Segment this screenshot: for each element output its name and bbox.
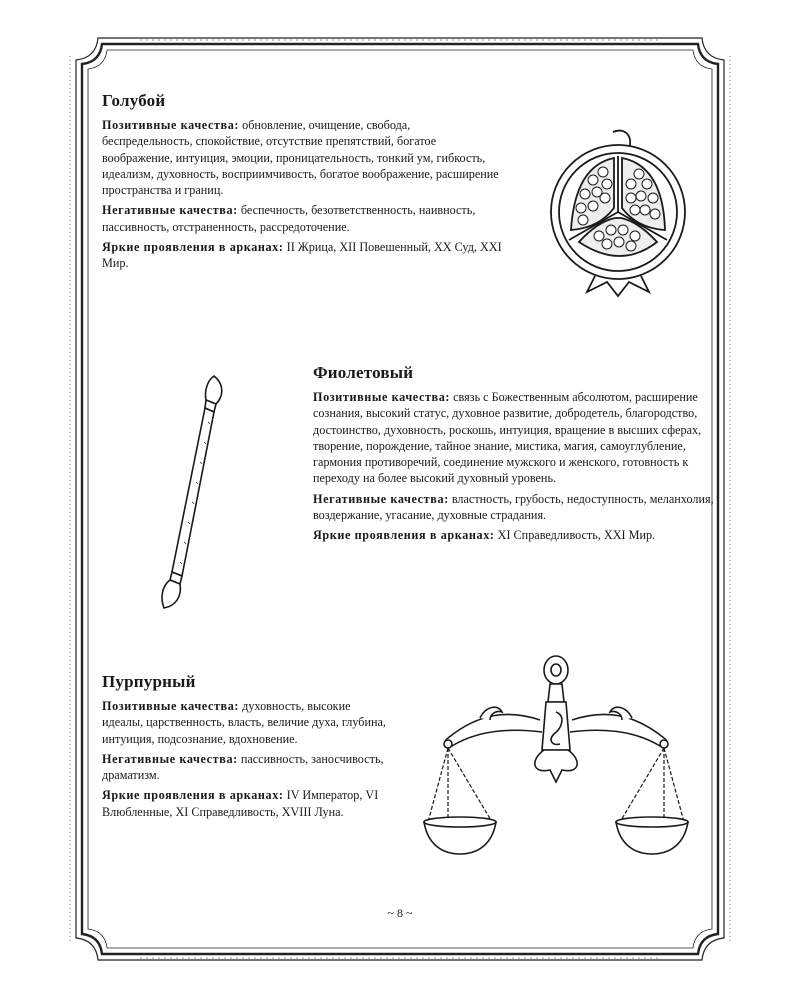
purple-arcana-text: IV Император, VI Влюбленные, XI Справедливость, XVIII Луна. xyxy=(102,788,379,819)
heading-blue: Голубой xyxy=(102,91,166,110)
scales-illustration xyxy=(420,650,692,872)
blue-arcana-label: Яркие проявления в арканах: xyxy=(102,240,284,255)
purple-negative-text: пассивность, заносчивость, драматизм. xyxy=(102,751,384,783)
violet-arcana xyxy=(313,527,716,543)
violet-positive xyxy=(313,389,716,487)
purple-arcana xyxy=(102,787,387,820)
purple-positive-text: духовность, высокие идеалы, царственность, власть, величие духа, глубина, интуиция, подсознание, вдохновение. xyxy=(102,699,386,746)
purple-positive xyxy=(102,698,387,747)
blue-negative-text: беспечность, безответственность, наивность, пассивность, отстраненность, рассредоточение. xyxy=(102,203,476,234)
purple-positive-label: Позитивные качества: xyxy=(102,699,240,713)
violet-arcana-label: Яркие проявления в арканах: xyxy=(313,528,495,543)
pomegranate-illustration xyxy=(535,118,705,298)
blue-positive-label: Позитивные качества: xyxy=(102,118,240,132)
blue-arcana xyxy=(102,239,502,272)
wand-illustration xyxy=(150,362,240,617)
violet-negative-text: властность, грубость, недоступность, меланхолия, воздержание, угасание, духовные страдания. xyxy=(313,491,714,523)
heading-violet: Фиолетовый xyxy=(313,363,414,382)
blue-negative xyxy=(102,202,502,235)
section-blue xyxy=(102,91,502,276)
violet-positive-text: связь с Божественным абсолютом, расширение сознания, высокий статус, духовное развитие, добродетель, благородство, достоинство, духовность, роскошь, интуиция, вращение в высших сферах, творение, порождение, тайное знание, мистика, магия, самоуглубление, гармония противоречий, соединение мужского и женского, готовность к переходу на более высокий духовный уровень. xyxy=(313,390,702,486)
blue-positive-text: обновление, очищение, свобода, беспредельность, спокойствие, отсутствие препятствий, богатое воображение, интуиция, эмоции, проницательность, тонкий ум, гибкость, идеализм, духовность, восприимчивость, богатое воображение, расширение пространства и границ. xyxy=(102,118,499,198)
section-violet xyxy=(313,363,716,548)
purple-arcana-label: Яркие проявления в арканах: xyxy=(102,788,284,803)
violet-positive-label: Позитивные качества: xyxy=(313,390,451,404)
violet-negative xyxy=(313,491,716,524)
violet-negative-label: Негативные качества: xyxy=(313,491,449,506)
heading-purple: Пурпурный xyxy=(102,672,196,691)
purple-negative-label: Негативные качества: xyxy=(102,751,238,766)
page-number: ~ 8 ~ xyxy=(387,906,413,920)
blue-negative-label: Негативные качества: xyxy=(102,203,238,218)
purple-negative xyxy=(102,751,387,784)
section-purple xyxy=(102,672,387,824)
blue-positive xyxy=(102,117,502,198)
blue-arcana-text: II Жрица, XII Повешенный, XX Суд, XXI Мир. xyxy=(102,240,502,271)
violet-arcana-text: XI Справедливость, XXI Мир. xyxy=(494,528,656,543)
